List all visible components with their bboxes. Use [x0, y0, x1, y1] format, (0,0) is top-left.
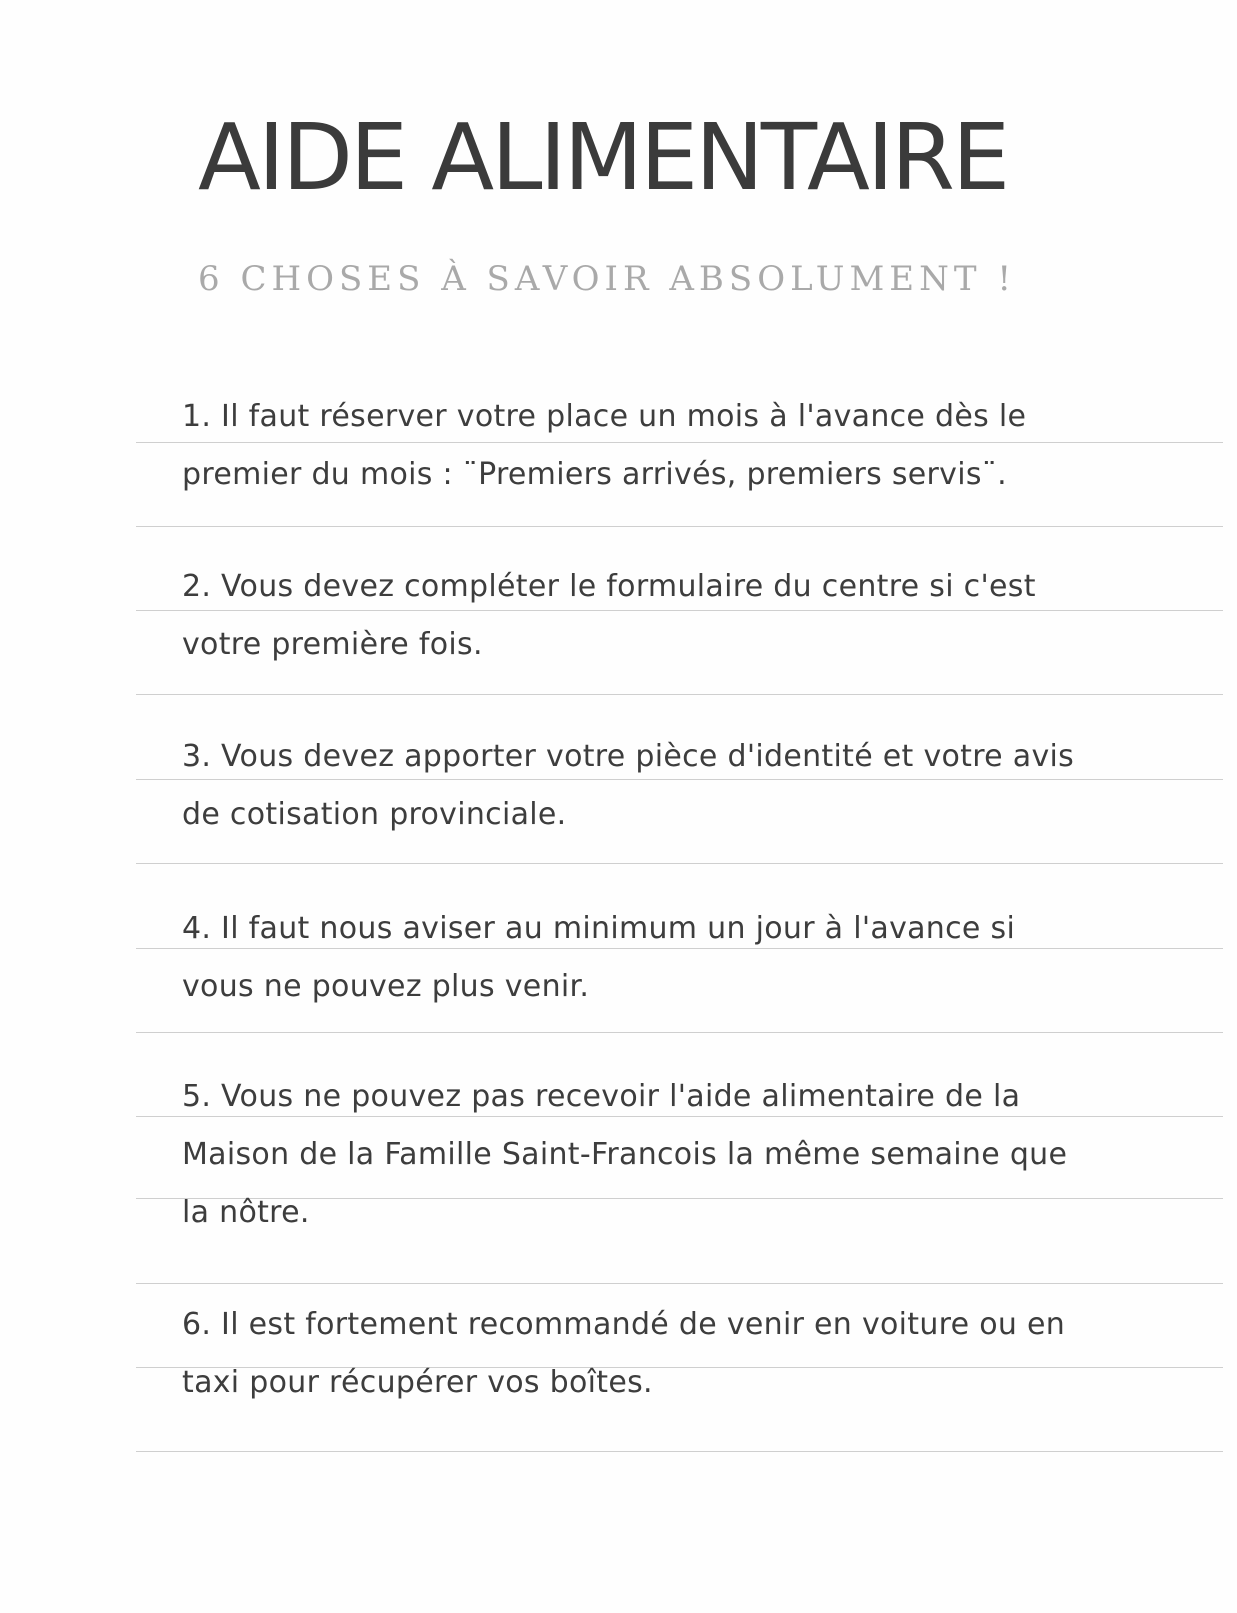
item-4-line-2: vous ne pouvez plus venir.: [182, 969, 590, 1004]
item-3-line-1: 3. Vous devez apporter votre pièce d'identité et votre avis: [182, 739, 1075, 774]
ruled-line: [136, 610, 1223, 611]
item-5-line-1: 5. Vous ne pouvez pas recevoir l'aide alimentaire de la: [182, 1079, 1021, 1114]
ruled-line: [136, 694, 1223, 695]
item-6-line-1: 6. Il est fortement recommandé de venir en voiture ou en: [182, 1307, 1066, 1342]
ruled-line: [136, 526, 1223, 527]
item-1-line-1: 1. Il faut réserver votre place un mois à l'avance dès le: [182, 399, 1027, 434]
ruled-line: [136, 779, 1223, 780]
item-6-line-2: taxi pour récupérer vos boîtes.: [182, 1365, 653, 1400]
ruled-line: [136, 1451, 1223, 1452]
item-2-line-2: votre première fois.: [182, 627, 483, 662]
item-2-line-1: 2. Vous devez compléter le formulaire du centre si c'est: [182, 569, 1036, 604]
item-1-line-2: premier du mois : ¨Premiers arrivés, premiers servis¨.: [182, 457, 1007, 492]
ruled-line: [136, 1032, 1223, 1033]
ruled-line: [136, 442, 1223, 443]
ruled-line: [136, 1116, 1223, 1117]
document-title: AIDE ALIMENTAIRE: [198, 104, 1008, 211]
item-3-line-2: de cotisation provinciale.: [182, 797, 567, 832]
item-5-line-3: la nôtre.: [182, 1195, 310, 1230]
item-4-line-1: 4. Il faut nous aviser au minimum un jour à l'avance si: [182, 911, 1016, 946]
ruled-line: [136, 948, 1223, 949]
ruled-line: [136, 863, 1223, 864]
item-5-line-2: Maison de la Famille Saint-Francois la même semaine que: [182, 1137, 1068, 1172]
ruled-line: [136, 1283, 1223, 1284]
document-subtitle: 6 CHOSES À SAVOIR ABSOLUMENT !: [198, 259, 1016, 299]
